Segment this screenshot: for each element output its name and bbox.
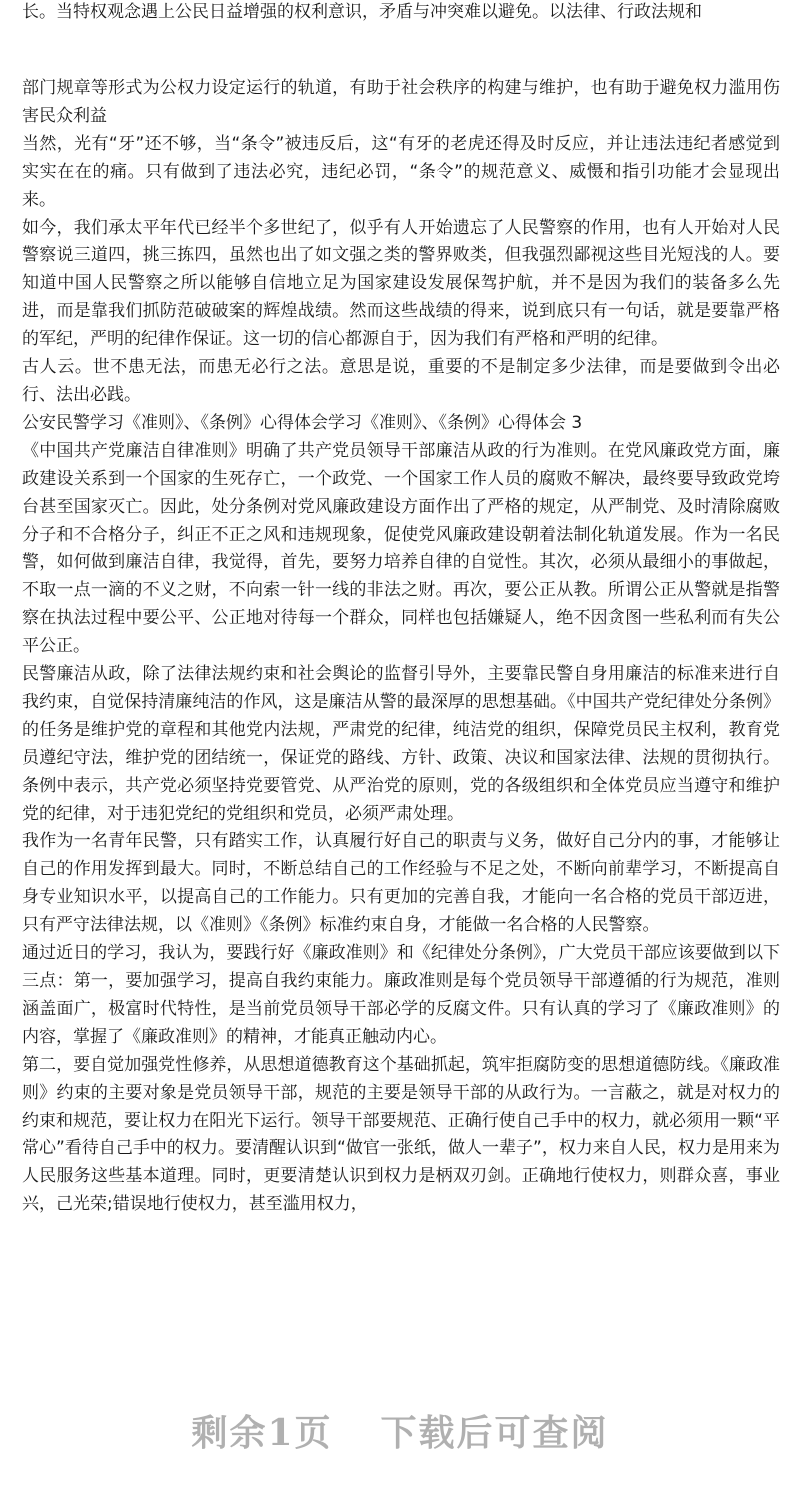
remaining-pages-text: 剩余1页	[191, 1412, 333, 1454]
paragraph: 民警廉洁从政，除了法律法规约束和社会舆论的监督引导外，主要靠民警自身用廉洁的标准来进行自我约束，自觉保持清廉纯洁的作风，这是廉洁从警的最深厚的思想基础。《中国共产党纪律处分条例》的任务是维护党的章程和其他党内法规，严肃党的纪律，纯洁党的组织，保障党员民主权利，教育党员遵纪守法，维护党的团结统一，保证党的路线、方针、政策、决议和国家法律、法规的贯彻执行。条例中表示，共产党必须坚持党要管党、从严治党的原则，党的各级组织和全体党员应当遵守和维护党的纪律，对于违犯党纪的党组织和党员，必须严肃处理。	[22, 664, 780, 824]
paragraph: 《中国共产党廉洁自律准则》明确了共产党员领导干部廉洁从政的行为准则。在党风廉政党方面，廉政建设关系到一个国家的生死存亡，一个政党、一个国家工作人员的腐败不解决，最终要导致政党垮台甚至国家灭亡。因此，处分条例对党风廉政建设方面作出了严格的规定，从严制党、及时清除腐败分子和不合格分子，纠正不正之风和违规现象，促使党风廉政建设朝着法制化轨道发展。作为一名民警，如何做到廉洁自律，我觉得，首先，要努力培养自律的自觉性。其次，必须从最细小的事做起，不取一点一滴的不义之财，不向索一针一线的非法之财。再次，要公正从教。所谓公正从警就是指警察在执法过程中要公平、公正地对待每一个群众，同样也包括嫌疑人，绝不因贪图一些私利而有失公平公正。	[22, 440, 780, 657]
paragraph: 通过近日的学习，我认为，要践行好《廉政准则》和《纪律处分条例》，广大党员干部应该要做到以下三点：第一，要加强学习，提高自我约束能力。廉政准则是每个党员领导干部遵循的行为规范，准则涵盖面广，极富时代特性，是当前党员领导干部必学的反腐文件。只有认真的学习了《廉政准则》的内容，掌握了《廉政准则》的精神，才能真正触动内心。	[22, 943, 780, 1047]
document-body	[22, 75, 780, 1219]
paragraph: 如今，我们承太平年代已经半个多世纪了，似乎有人开始遗忘了人民警察的作用，也有人开始对人民警察说三道四，挑三拣四，虽然也出了如文强之类的警界败类，但我强烈鄙视这些目光短浅的人。要知道中国人民警察之所以能够自信地立足为国家建设发展保驾护航，并不是因为我们的装备多么先进，而是靠我们抓防范破破案的辉煌战绩。然而这些战绩的得来，说到底只有一句话，就是要靠严格的军纪，严明的纪律作保证。这一切的信心都源自于，因为我们有严格和严明的纪律。	[22, 217, 780, 350]
paragraph: 古人云。世不患无法，而患无必行之法。意思是说，重要的不是制定多少法律，而是要做到令出必行、法出必践。	[22, 357, 780, 405]
download-to-view-text: 下载后可查阅	[380, 1412, 609, 1454]
paragraph: 第二，要自觉加强党性修养，从思想道德教育这个基础抓起，筑牢拒腐防变的思想道德防线。《廉政准则》约束的主要对象是党员领导干部，规范的主要是领导干部的从政行为。一言蔽之，就是对权力的约束和规范，要让权力在阳光下运行。领导干部要规范、正确行使自己手中的权力，就必须用一颗“平常心”看待自己手中的权力。要清醒认识到“做官一张纸，做人一辈子”，权力来自人民，权力是用来为人民服务这些基本道理。同时，更要清楚认识到权力是柄双刃剑。正确地行使权力，则群众喜，事业兴，己光荣;错误地行使权力，甚至滥用权力，	[22, 1054, 780, 1215]
paragraph: 部门规章等形式为公权力设定运行的轨道，有助于社会秩序的构建与维护，也有助于避免权力滥用伤害民众利益	[22, 78, 780, 126]
download-prompt[interactable]	[0, 1405, 800, 1456]
top-cut-line: 长。当特权观念遇上公民日益增强的权利意识，矛盾与冲突难以避免。以法律、行政法规和	[22, 2, 702, 22]
paragraph: 当然，光有“牙”还不够，当“条令”被违反后，这“有牙的老虎还得及时反应，并让违法违纪者感觉到实实在在的痛。只有做到了违法必究，违纪必罚，“条令”的规范意义、威慑和指引功能才会显现出来。	[22, 133, 780, 210]
paragraph: 我作为一名青年民警，只有踏实工作，认真履行好自己的职责与义务，做好自己分内的事，才能够让自己的作用发挥到最大。同时，不断总结自己的工作经验与不足之处，不断向前辈学习，不断提高自身专业知识水平，以提高自己的工作能力。只有更加的完善自我，才能向一名合格的党员干部迈进，只有严守法律法规，以《准则》《条例》标准约束自身，才能做一名合格的人民警察。	[22, 831, 780, 936]
section-heading: 公安民警学习《准则》、《条例》心得体会学习《准则》、《条例》心得体会 3	[22, 412, 583, 433]
